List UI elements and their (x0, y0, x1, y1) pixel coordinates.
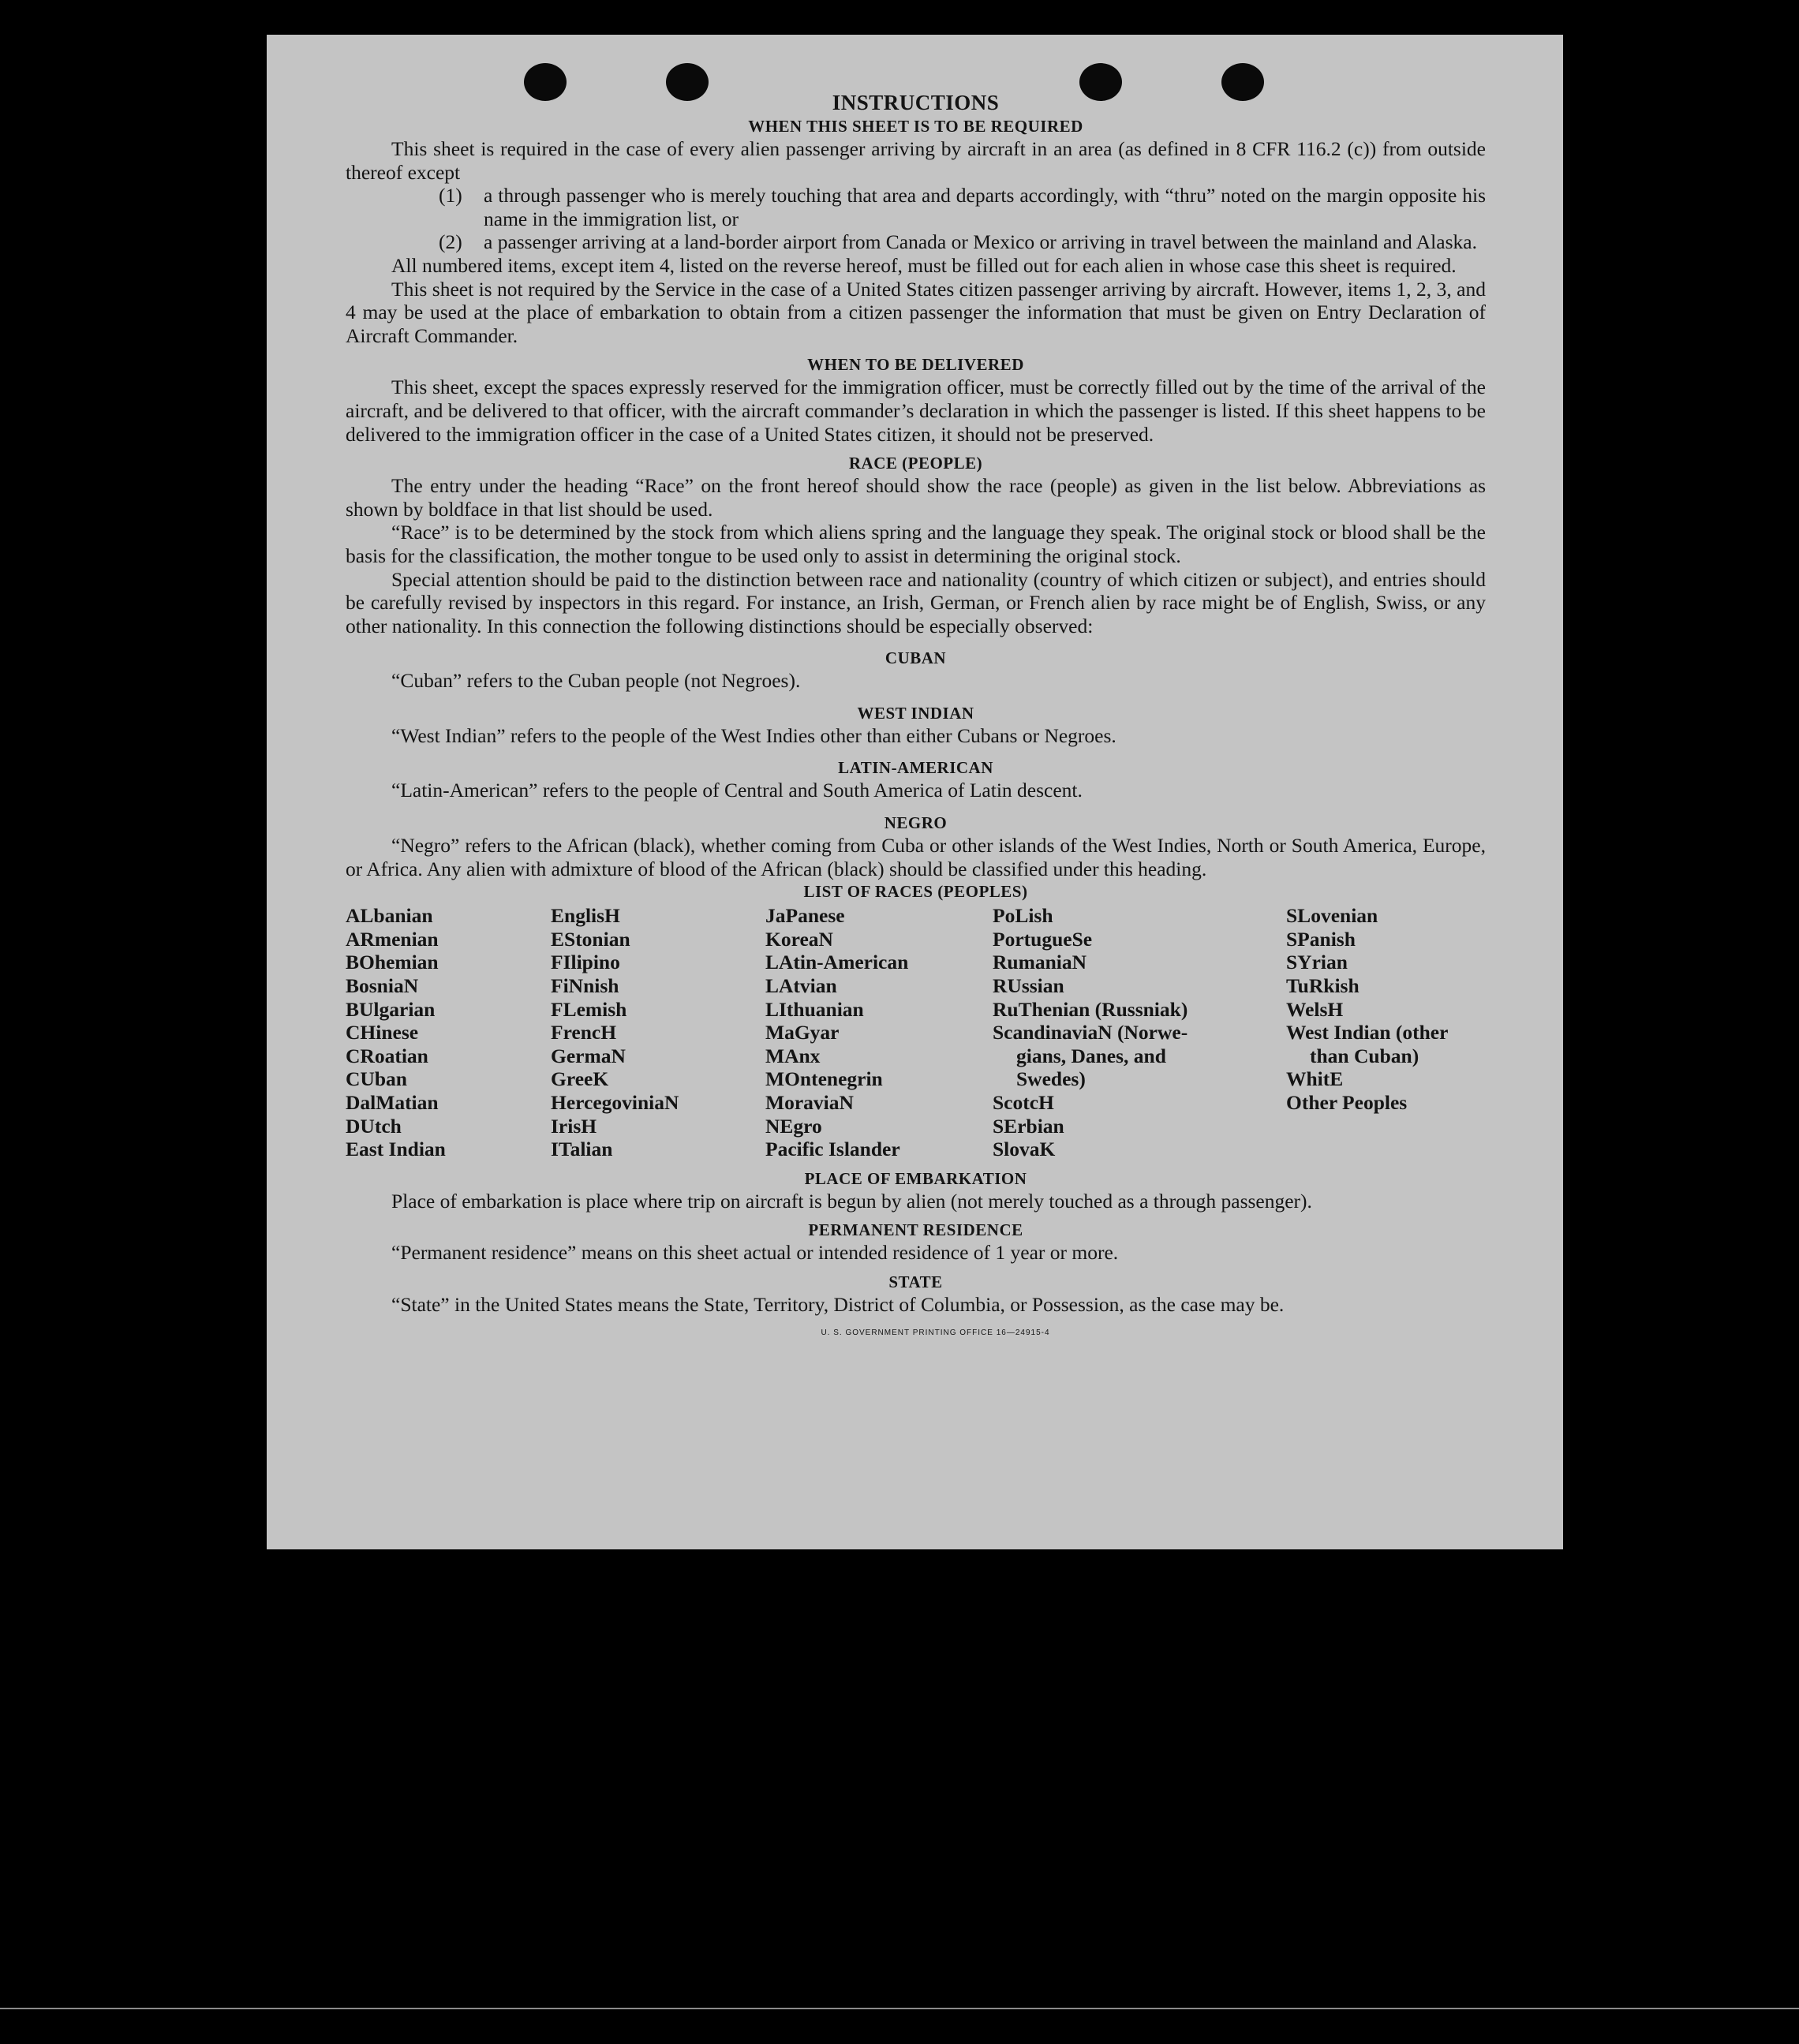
section-heading: WHEN THIS SHEET IS TO BE REQUIRED (748, 117, 1083, 136)
race-entry: ALbanian (346, 904, 433, 928)
race-entry: RuThenian (Russniak) (993, 997, 1188, 1021)
page-title: INSTRUCTIONS (832, 91, 1000, 114)
race-column (765, 904, 993, 1161)
section-heading: WHEN TO BE DELIVERED (807, 355, 1024, 375)
printer-imprint: U. S. GOVERNMENT PRINTING OFFICE 16—24915-4 (821, 1328, 1050, 1337)
instructions-content (346, 90, 1486, 1344)
race-column (346, 904, 551, 1161)
race-entry: ScotcH (993, 1091, 1054, 1114)
item-text: a passenger arriving at a land-border airport from Canada or Mexico or arriving in travel between the mainland and Alaska. (484, 230, 1477, 254)
race-entry: JaPanese (765, 904, 845, 928)
paragraph: “Negro” refers to the African (black), whether coming from Cuba or other islands of the West Indies, North or South America, Europe, or Africa. Any alien with admixture of blood of the African (black) should be classified under this heading. (346, 834, 1486, 880)
section-heading: NEGRO (884, 813, 948, 833)
race-column (551, 904, 765, 1161)
paragraph: Place of embarkation is place where trip on aircraft is begun by alien (not merely touched as a through passenger). (391, 1189, 1312, 1213)
section-heading: STATE (888, 1272, 943, 1291)
race-entry: gians, Danes, and (1016, 1044, 1166, 1067)
race-entry: KoreaN (765, 927, 833, 951)
race-entry: TuRkish (1286, 974, 1360, 998)
race-entry: Other Peoples (1286, 1091, 1408, 1114)
race-entry: WhitE (1286, 1067, 1344, 1091)
race-entry: EStonian (551, 927, 630, 951)
race-entry: PortugueSe (993, 927, 1093, 951)
race-entry: HercegoviniaN (551, 1091, 679, 1114)
race-entry: West Indian (other (1286, 1021, 1449, 1044)
paragraph: “State” in the United States means the State, Territory, District of Columbia, or Possession, as the case may be. (391, 1292, 1285, 1316)
race-entry: CRoatian (346, 1044, 428, 1067)
paragraph: This sheet is required in the case of every alien passenger arriving by aircraft in an area (as defined in 8 CFR 116.2 (c)) from outside thereof except (346, 137, 1486, 184)
document-sheet (267, 35, 1563, 1549)
race-entry: FIlipino (551, 951, 620, 974)
race-entry: IrisH (551, 1114, 597, 1138)
race-entry: MaGyar (765, 1021, 840, 1044)
race-entry: BUlgarian (346, 997, 436, 1021)
paragraph: This sheet is not required by the Service in the case of a United States citizen passenger arriving by aircraft. However, items 1, 2, 3, and 4 may be used at the place of embarkation to obtain from a citizen passenger the information that must be given on Entry Declaration of Aircraft Commander. (346, 277, 1486, 347)
paragraph: “Latin-American” refers to the people of Central and South America of Latin descent. (391, 779, 1083, 802)
race-entry: WelsH (1286, 997, 1344, 1021)
race-entry: Swedes) (1016, 1067, 1086, 1091)
race-entry: ScandinaviaN (Norwe- (993, 1021, 1188, 1044)
race-entry: FLemish (551, 997, 627, 1021)
race-entry: CHinese (346, 1021, 419, 1044)
race-entry: SLovenian (1286, 904, 1378, 928)
race-entry: FrencH (551, 1021, 617, 1044)
race-entry: GreeK (551, 1067, 609, 1091)
race-entry: MAnx (765, 1044, 821, 1067)
race-entry: SErbian (993, 1114, 1064, 1138)
paragraph: The entry under the heading “Race” on the front hereof should show the race (people) as given in the list below. Abbreviations as shown by boldface in that list should be used. (346, 474, 1486, 521)
item-number: (2) (439, 230, 462, 254)
race-entry: RumaniaN (993, 951, 1087, 974)
section-heading: WEST INDIAN (857, 703, 974, 723)
race-entry: than Cuban) (1310, 1044, 1419, 1067)
race-entry: ITalian (551, 1138, 613, 1161)
list-item (346, 184, 1486, 230)
section-heading: LATIN-AMERICAN (838, 758, 993, 778)
race-column (993, 904, 1223, 1161)
item-number: (1) (439, 184, 462, 207)
race-entry: DUtch (346, 1114, 402, 1138)
section-heading: PLACE OF EMBARKATION (804, 1168, 1027, 1188)
race-entry: PoLish (993, 904, 1053, 928)
section-heading: PERMANENT RESIDENCE (808, 1220, 1023, 1240)
race-entry: BOhemian (346, 951, 439, 974)
race-column (1286, 904, 1486, 1161)
list-item (346, 230, 1486, 254)
paragraph: “Race” is to be determined by the stock from which aliens spring and the language they speak. The original stock or blood shall be the basis for the classification, the mother tongue to be used only to assist in determining the original stock. (346, 521, 1486, 567)
race-entry: ARmenian (346, 927, 439, 951)
race-entry: EnglisH (551, 904, 620, 928)
race-entry: FiNnish (551, 974, 619, 998)
race-entry: NEgro (765, 1114, 822, 1138)
race-entry: LIthuanian (765, 997, 864, 1021)
item-text: a through passenger who is merely touching that area and departs accordingly, with “thru” noted on the margin opposite his name in the immigration list, or (484, 184, 1486, 230)
race-entry: MOntenegrin (765, 1067, 883, 1091)
paragraph: “Permanent residence” means on this sheet actual or intended residence of 1 year or more. (391, 1241, 1119, 1265)
race-entry: CUban (346, 1067, 407, 1091)
paragraph: “Cuban” refers to the Cuban people (not Negroes). (391, 669, 801, 693)
section-heading: CUBAN (885, 648, 947, 668)
paragraph: This sheet, except the spaces expressly reserved for the immigration officer, must be correctly filled out by the time of the arrival of the aircraft, and be delivered to that officer, with the aircraft commander’s declaration in which the passenger is listed. If this sheet happens to be delivered to the immigration officer in the case of a United States citizen, it should not be preserved. (346, 376, 1486, 446)
race-entry: LAtvian (765, 974, 837, 998)
race-entry: BosniaN (346, 974, 419, 998)
race-entry: SlovaK (993, 1138, 1056, 1161)
race-entry: RUssian (993, 974, 1064, 998)
race-list (346, 904, 1486, 1161)
race-entry: SPanish (1286, 927, 1356, 951)
scan-edge-line (0, 2008, 1799, 2009)
section-heading: LIST OF RACES (PEOPLES) (803, 882, 1028, 902)
race-entry: GermaN (551, 1044, 626, 1067)
paragraph: All numbered items, except item 4, listed on the reverse hereof, must be filled out for each alien in whose case this sheet is required. (391, 253, 1457, 277)
section-heading: RACE (PEOPLE) (848, 454, 983, 473)
paragraph: “West Indian” refers to the people of the West Indies other than either Cubans or Negroes. (391, 723, 1116, 747)
paragraph: Special attention should be paid to the distinction between race and nationality (country of which citizen or subject), and entries should be carefully revised by inspectors in this regard. For instance, an Irish, German, or French alien by race might be of English, Swiss, or any other nationality. In this connection the following distinctions should be especially observed: (346, 567, 1486, 637)
race-entry: DalMatian (346, 1091, 439, 1114)
race-entry: MoraviaN (765, 1091, 854, 1114)
race-entry: Pacific Islander (765, 1138, 900, 1161)
race-entry: East Indian (346, 1138, 446, 1161)
race-entry: LAtin-American (765, 951, 909, 974)
race-entry: SYrian (1286, 951, 1348, 974)
